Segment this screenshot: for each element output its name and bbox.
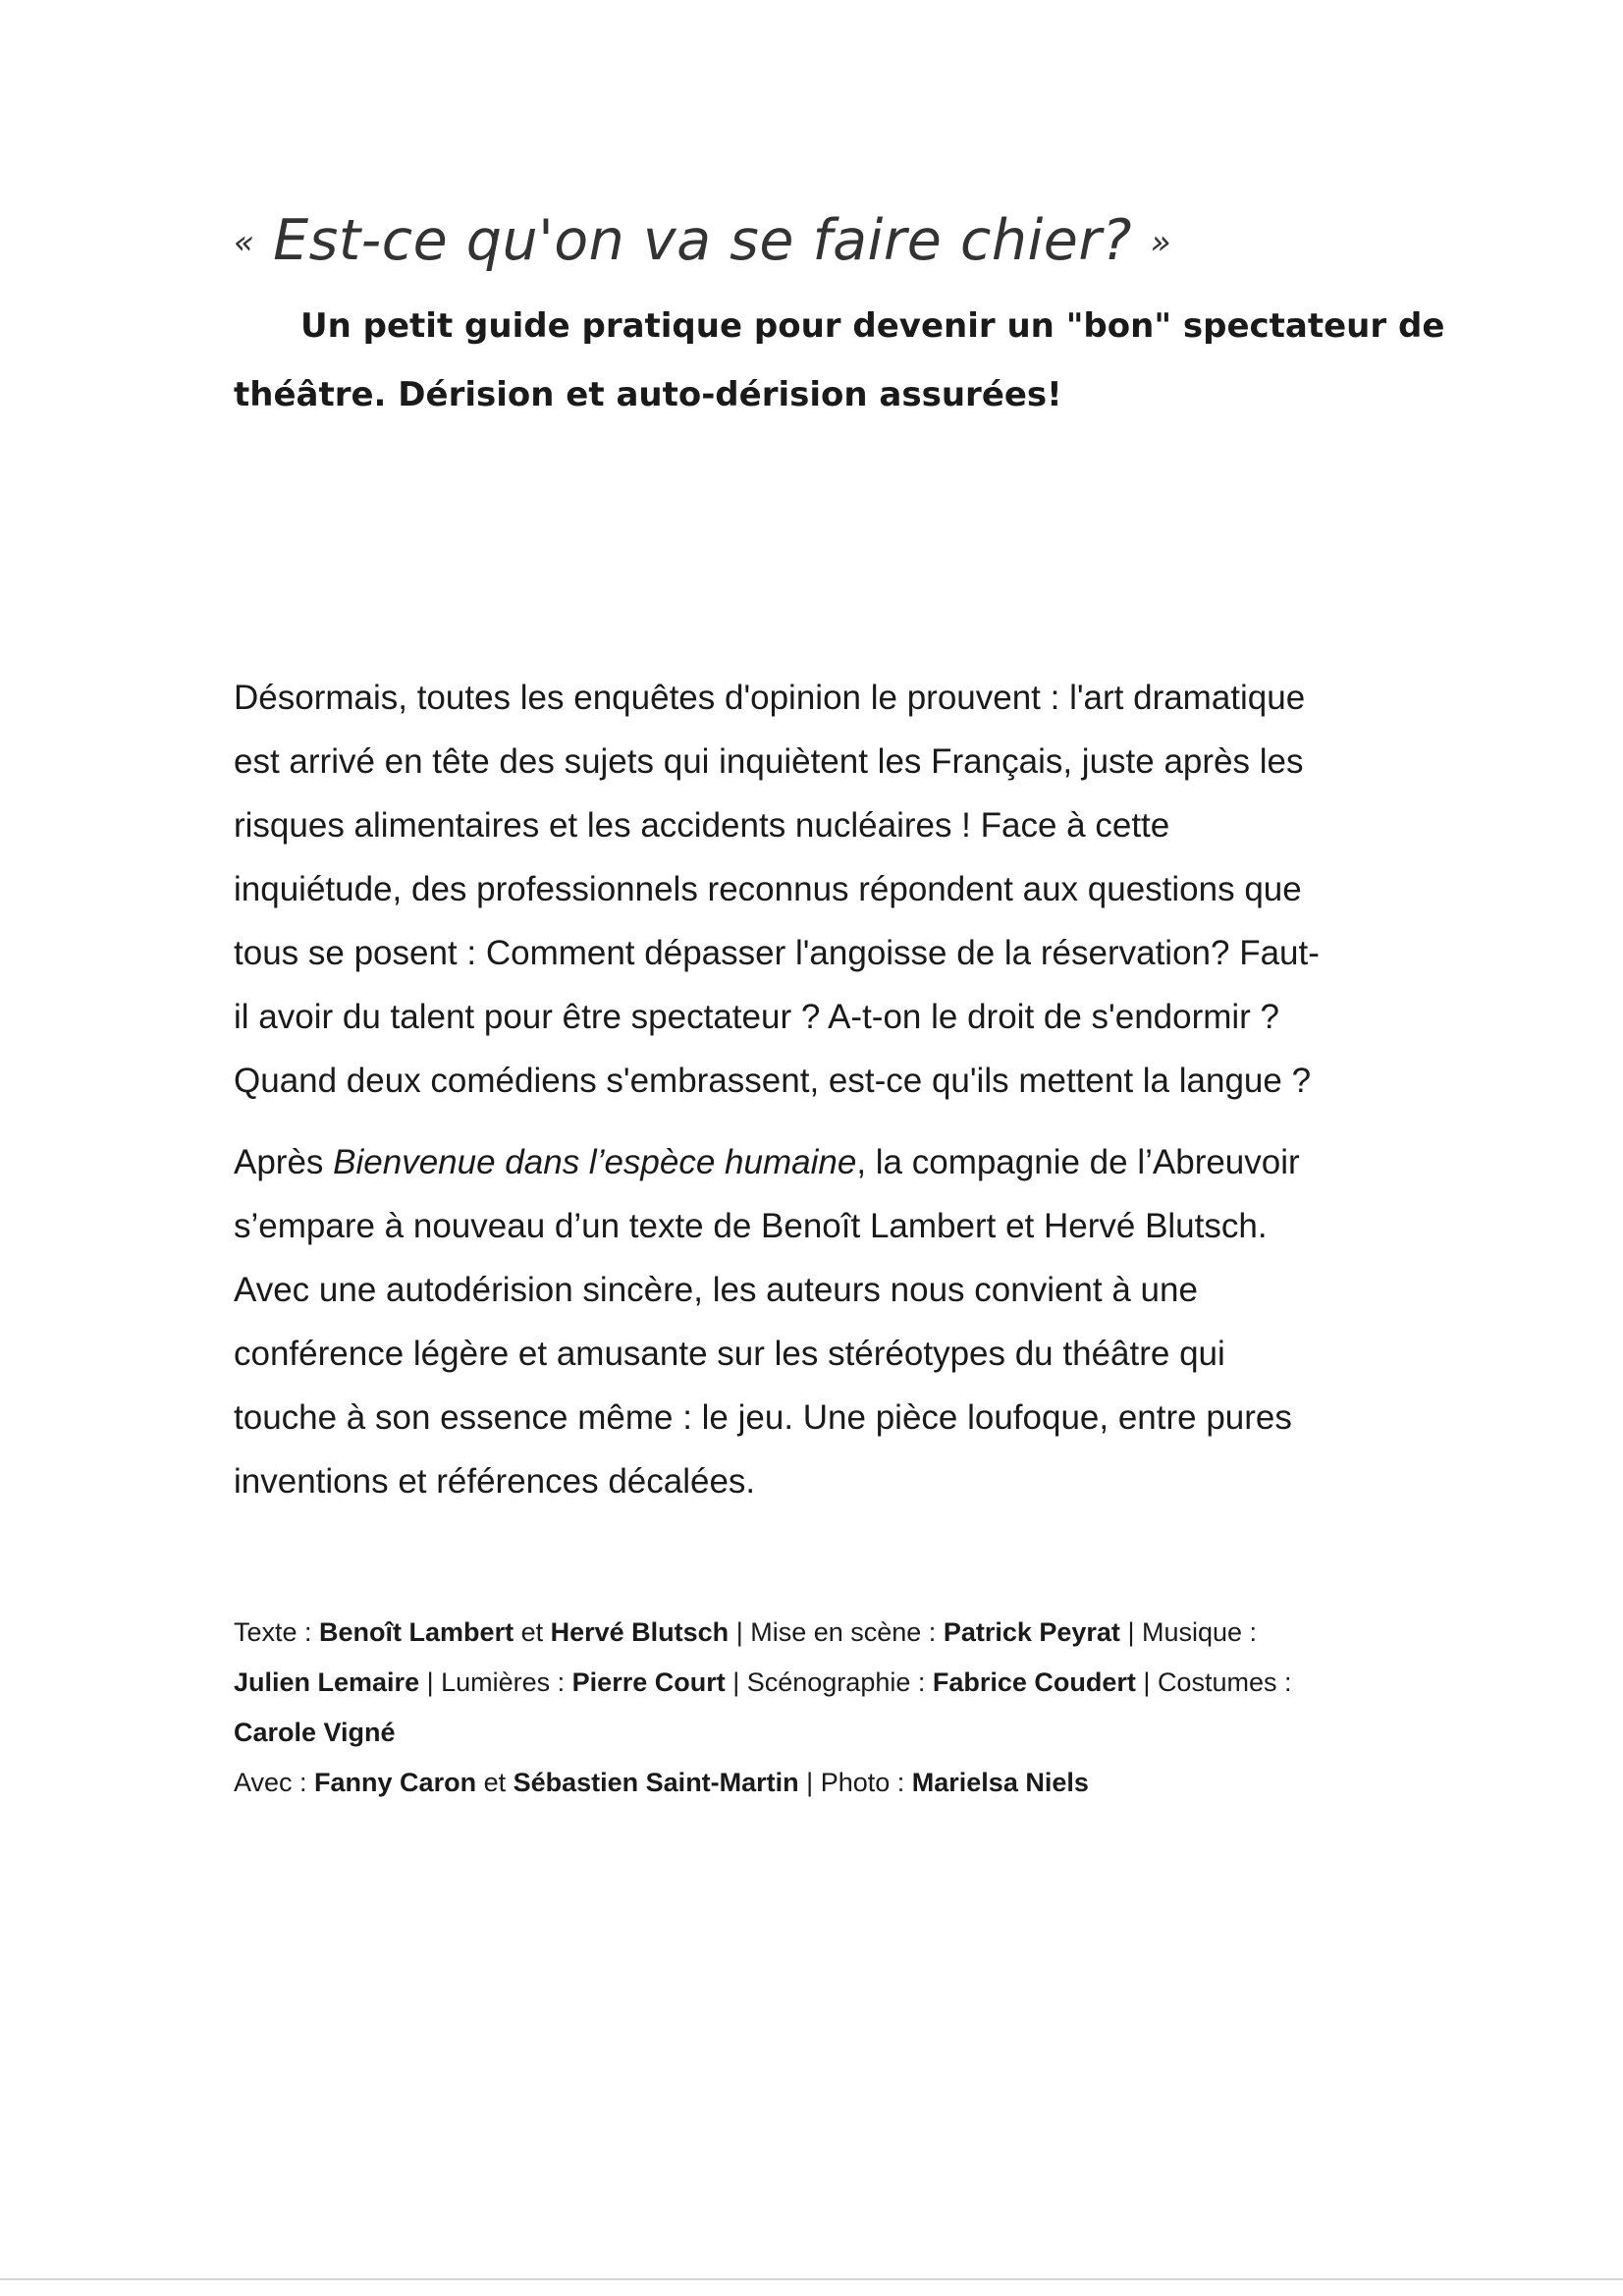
paragraph-line: inventions et références décalées. <box>234 1462 756 1501</box>
author-name: Benoît Lambert <box>319 1617 514 1647</box>
scenographie-label: | Scénographie : <box>725 1667 933 1697</box>
credits-block <box>234 1608 1412 1808</box>
paragraph-line <box>234 1130 1412 1194</box>
lighting-name: Pierre Court <box>571 1667 726 1697</box>
credits-line <box>234 1608 1412 1658</box>
paragraph-line: s’empare à nouveau d’un texte de Benoît Lambert et Hervé Blutsch. <box>234 1207 1268 1245</box>
paragraph-line: Désormais, toutes les enquêtes d'opinion le prouvent : l'art dramatique <box>234 679 1306 717</box>
previous-show-title: Bienvenue dans l’espèce humaine <box>333 1143 857 1181</box>
paragraph-line: tous se posent : Comment dépasser l'angoisse de la réservation? Faut- <box>234 934 1320 972</box>
director-name: Patrick Peyrat <box>943 1617 1120 1647</box>
company-paragraph <box>234 1130 1412 1513</box>
credits-line <box>234 1758 1412 1808</box>
subtitle-line-2: théâtre. Dérision et auto-dérision assurées! <box>234 375 1062 414</box>
credits-line <box>234 1658 1412 1708</box>
conjunction: et <box>476 1768 514 1797</box>
paragraph-line: Quand deux comédiens s'embrassent, est-ce qu'ils mettent la langue ? <box>234 1062 1312 1100</box>
photographer-name: Marielsa Niels <box>911 1768 1089 1797</box>
avec-label: Avec : <box>234 1768 315 1797</box>
subtitle-line-1: Un petit guide pratique pour devenir un "bon" spectateur de <box>300 306 1445 346</box>
page-title <box>234 201 1171 282</box>
texte-label: Texte : <box>234 1617 320 1647</box>
musician-name: Julien Lemaire <box>234 1667 420 1697</box>
title-open-quote: « <box>234 223 255 262</box>
paragraph-line: conférence légère et amusante sur les stéréotypes du théâtre qui <box>234 1335 1225 1373</box>
subtitle <box>234 292 1445 429</box>
line-suffix: , la compagnie de l’Abreuvoir <box>856 1143 1300 1181</box>
scan-edge-divider <box>0 2278 1623 2280</box>
author-name: Hervé Blutsch <box>550 1617 730 1647</box>
costumes-label: | Costumes : <box>1135 1667 1292 1697</box>
paragraph-line: Avec une autodérision sincère, les auteurs nous convient à une <box>234 1271 1198 1309</box>
conjunction: et <box>514 1617 551 1647</box>
paragraph-line: touche à son essence même : le jeu. Une pièce loufoque, entre pures <box>234 1398 1292 1437</box>
scenographer-name: Fabrice Coudert <box>932 1667 1136 1697</box>
mise-en-scene-label: | Mise en scène : <box>729 1617 944 1647</box>
paragraph-line: est arrivé en tête des sujets qui inquiètent les Français, juste après les <box>234 742 1304 781</box>
paragraph-line: inquiétude, des professionnels reconnus répondent aux questions que <box>234 870 1302 908</box>
title-text: Est-ce qu'on va se faire chier? <box>273 208 1133 273</box>
photo-label: | Photo : <box>798 1768 912 1797</box>
lumieres-label: | Lumières : <box>419 1667 572 1697</box>
paragraph-line: risques alimentaires et les accidents nucléaires ! Face à cette <box>234 806 1170 845</box>
credits-line <box>234 1708 1412 1758</box>
costumer-name: Carole Vigné <box>234 1718 396 1747</box>
musique-label: | Musique : <box>1119 1617 1258 1647</box>
synopsis-paragraph <box>234 666 1412 1113</box>
paragraph-line: il avoir du talent pour être spectateur ? A-t-on le droit de s'endormir ? <box>234 998 1280 1036</box>
title-close-quote: » <box>1150 223 1172 262</box>
line-prefix: Après <box>234 1143 334 1181</box>
actor-name: Fanny Caron <box>314 1768 477 1797</box>
actor-name: Sébastien Saint-Martin <box>513 1768 799 1797</box>
